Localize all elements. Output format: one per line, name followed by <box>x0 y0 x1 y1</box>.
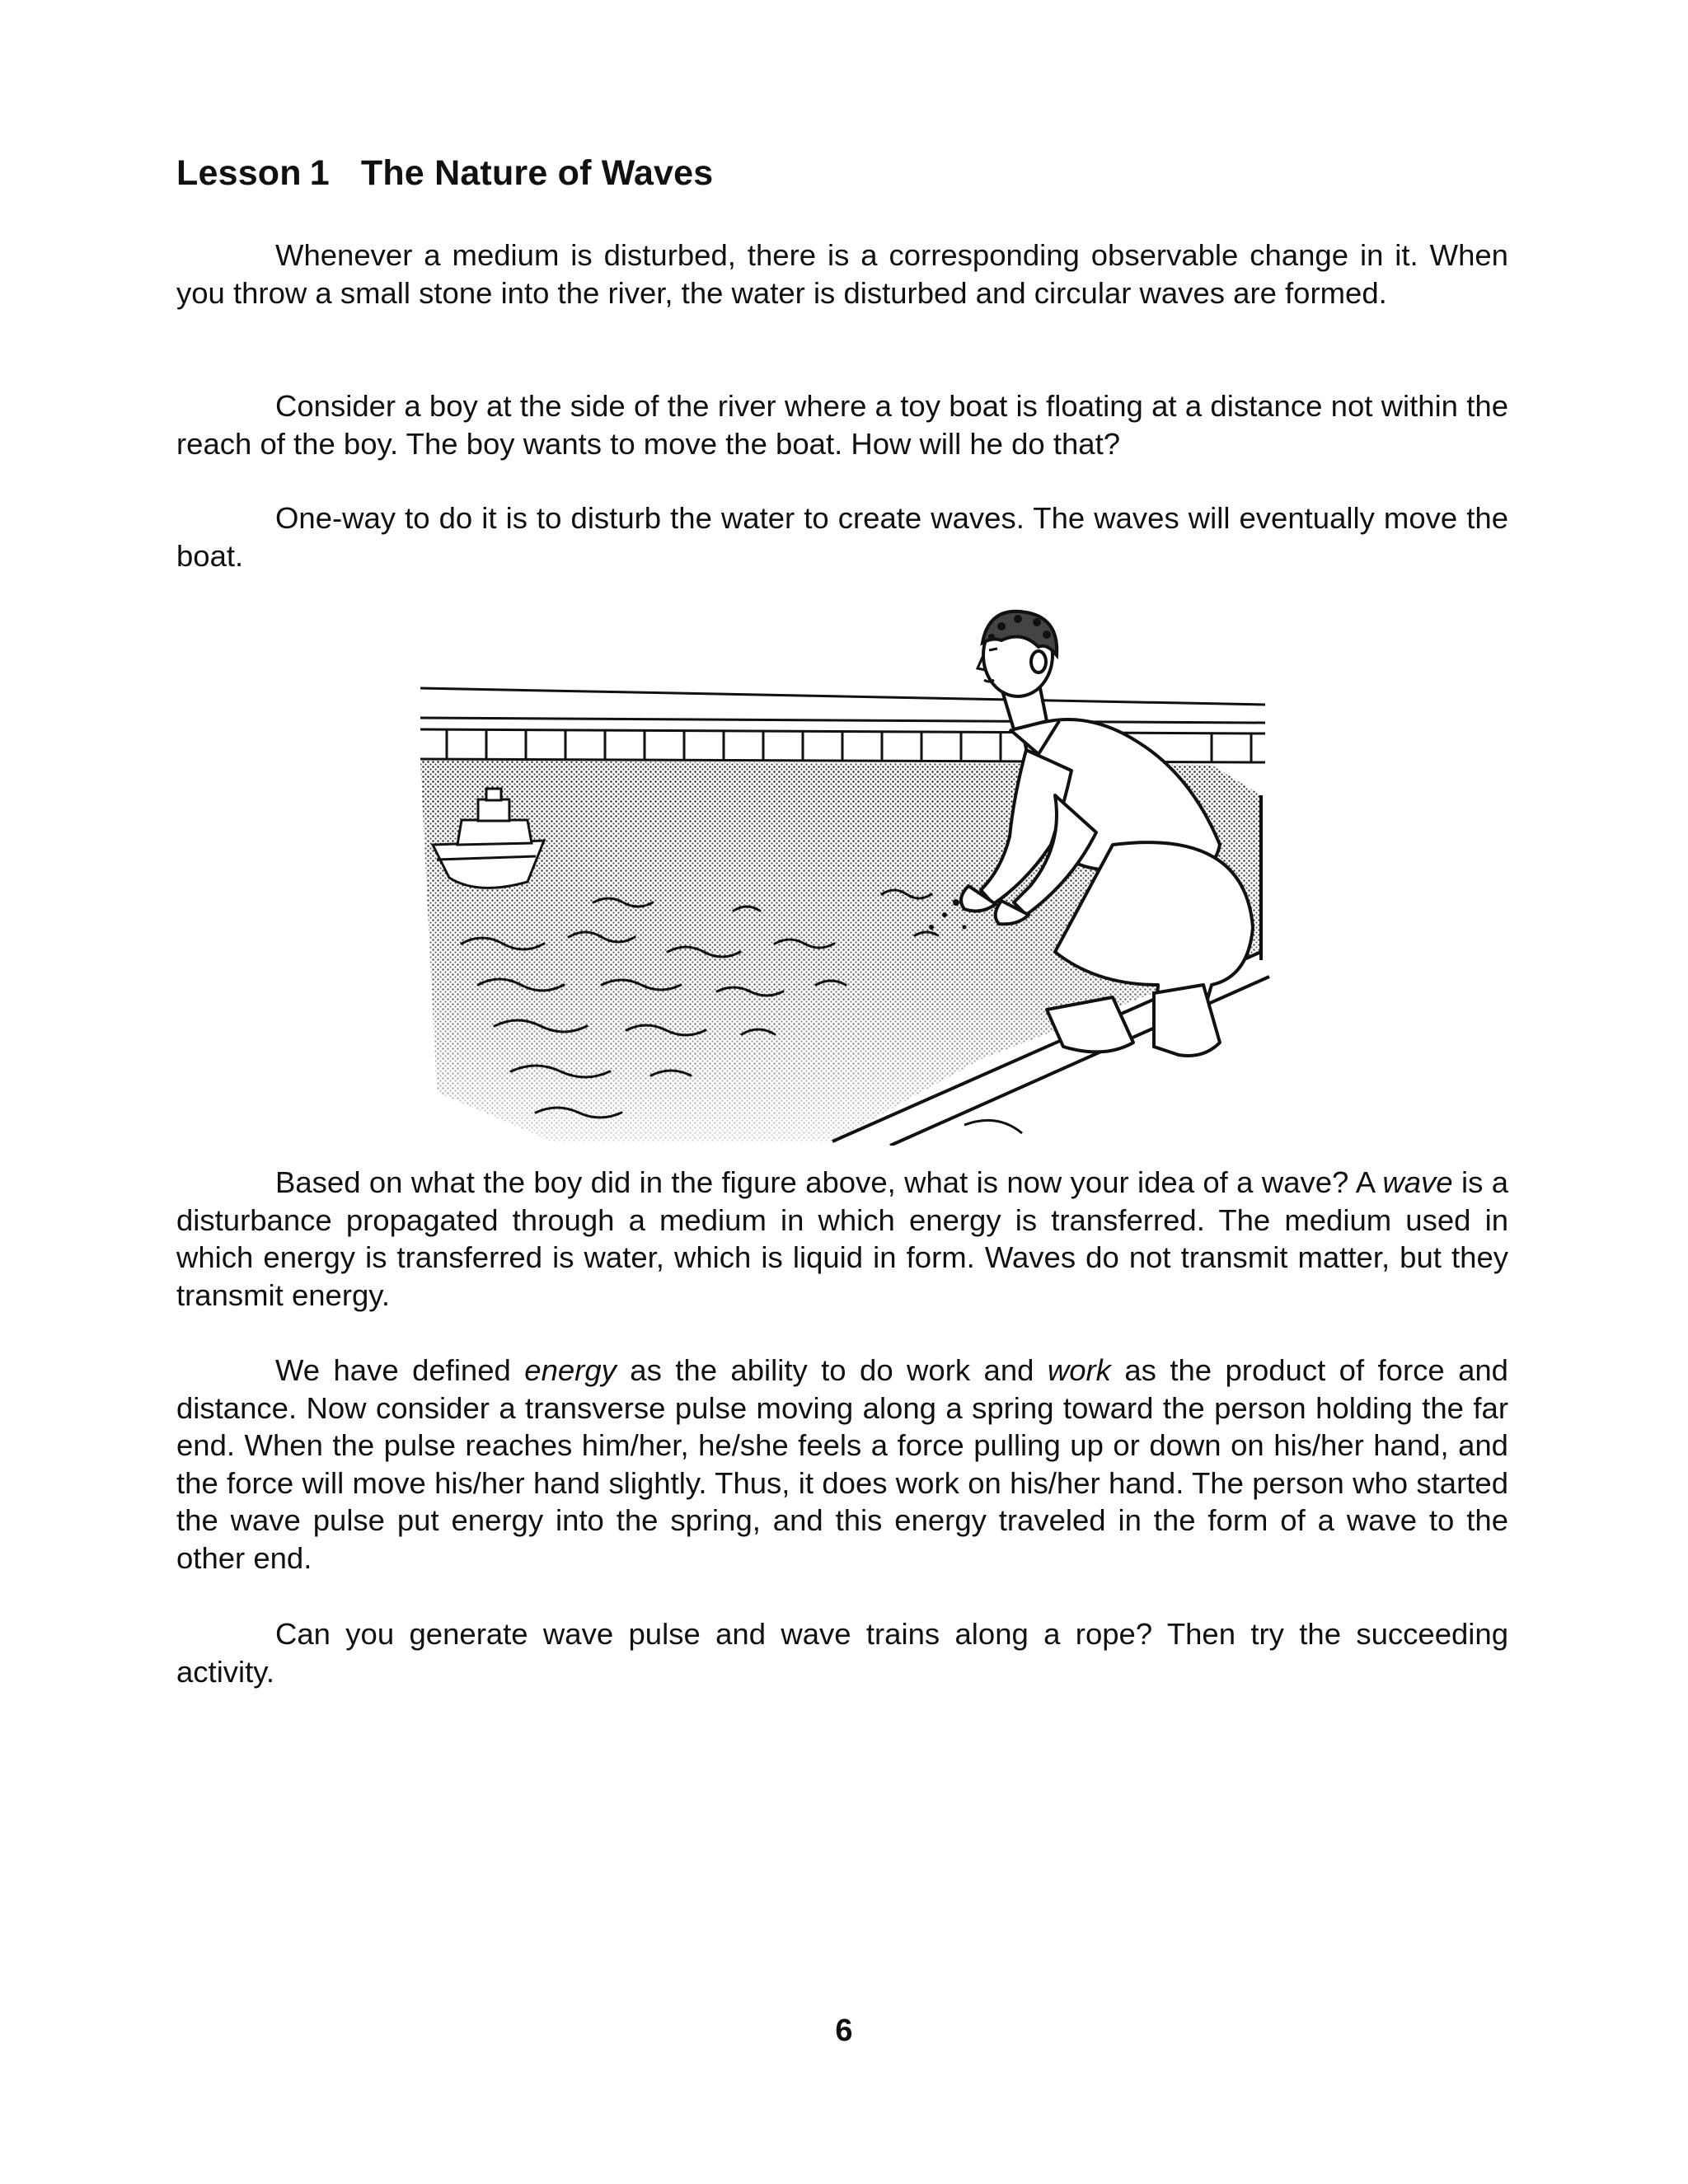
term-wave: wave <box>1382 1165 1453 1199</box>
lesson-number: 1 <box>309 153 330 193</box>
paragraph-4-text-a: Based on what the boy did in the figure above, what is now your idea of a wave? A <box>275 1165 1383 1199</box>
paragraph-1 <box>176 237 1508 312</box>
lesson-title: The Nature of Waves <box>360 153 714 193</box>
paragraph-3 <box>176 499 1508 574</box>
paragraph-5 <box>176 1352 1508 1577</box>
paragraph-6-text: Can you generate wave pulse and wave trains along a rope? Then try the succeeding activity. <box>176 1617 1508 1689</box>
paragraph-3-text: One-way to do it is to disturb the water to create waves. The waves will eventually move the boat. <box>176 501 1508 573</box>
paragraph-1-text: Whenever a medium is disturbed, there is a corresponding observable change in it. When you throw a small stone into the river, the water is disturbed and circular waves are formed. <box>176 238 1508 310</box>
term-work: work <box>1047 1353 1111 1387</box>
lesson-label: Lesson <box>176 153 302 193</box>
term-energy: energy <box>524 1353 617 1387</box>
page-number: 6 <box>835 2013 853 2048</box>
paragraph-5-text-a: We have defined <box>275 1353 525 1387</box>
boy-at-river-illustration <box>387 598 1294 1146</box>
paragraph-5-text-b: as the ability to do work and <box>616 1353 1048 1387</box>
paragraph-6 <box>176 1615 1508 1690</box>
page-title <box>176 153 713 194</box>
paragraph-5-text-c: as the product of force and distance. Now consider a transverse pulse moving along a spring toward the person holding the far end. When the pulse reaches him/her, he/she feels a force pulling up or down on his/her hand, and the force will move his/her hand slightly. Thus, it does work on his/her hand. The person who started the wave pulse put energy into the spring, and this energy traveled in the form of a wave to the other end. <box>176 1353 1508 1575</box>
paragraph-2 <box>176 387 1508 462</box>
paragraph-4-text-b: is a disturbance propagated through a medium in which energy is transferred. The medium used in which energy is transferred is water, which is liquid in form. Waves do not transmit matter, but they transmit energy. <box>176 1165 1508 1312</box>
paragraph-2-text: Consider a boy at the side of the river where a toy boat is floating at a distance not within the reach of the boy. The boy wants to move the boat. How will he do that? <box>176 389 1508 461</box>
paragraph-4 <box>176 1164 1508 1314</box>
